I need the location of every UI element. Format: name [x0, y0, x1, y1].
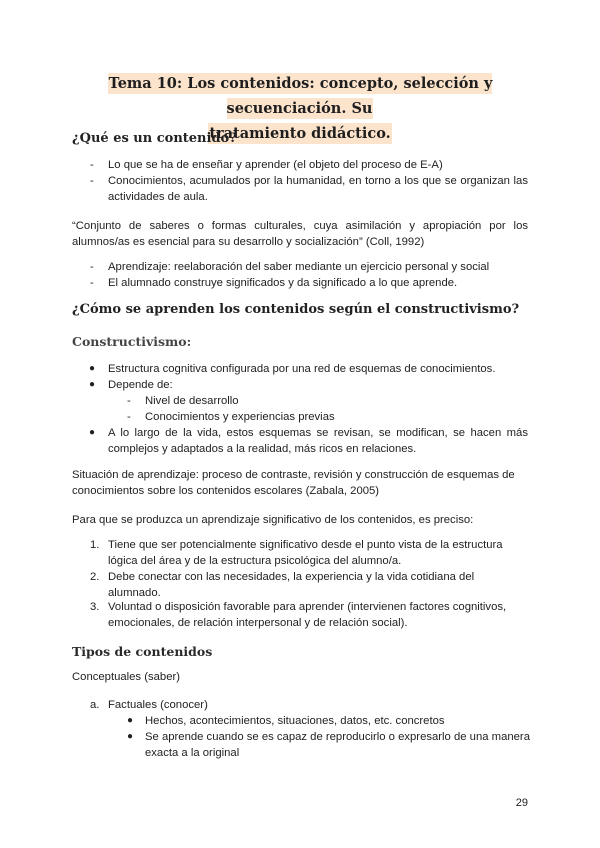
sub-list-item: Se aprende cuando se es capaz de reproducirlo o expresarlo de una manera exacta a la original	[145, 731, 530, 759]
number-marker: 1.	[90, 539, 100, 551]
list-item: Depende de:	[108, 379, 173, 391]
dash-marker: -	[127, 411, 131, 423]
list-item: Estructura cognitiva configurada por una red de esquemas de conocimientos.	[108, 363, 496, 375]
numbered-item: Debe conectar con las necesidades, la experiencia y la vida cotidiana del alumnado.	[108, 571, 475, 599]
list-item: Conocimientos, acumulados por la humanidad, en torno a los que se organizan las actividades de aula.	[108, 175, 528, 203]
dash-marker: -	[127, 395, 131, 407]
factuales-item: Factuales (conocer)	[108, 699, 208, 711]
dash-marker: -	[90, 277, 94, 289]
letter-marker: a.	[90, 699, 100, 711]
bullet-marker: ●	[89, 363, 96, 374]
subheading-constructivismo: Constructivismo:	[72, 334, 192, 349]
heading-como-se-aprenden: ¿Cómo se aprenden los contenidos según el constructivismo?	[72, 302, 520, 317]
bullet-marker: ●	[127, 731, 134, 742]
title-line-2: tratamiento didáctico.	[209, 125, 391, 142]
number-marker: 3.	[90, 601, 100, 613]
number-marker: 2.	[90, 571, 100, 583]
list-item: Aprendizaje: reelaboración del saber mediante un ejercicio personal y social	[108, 261, 490, 273]
sub-list-item: Hechos, acontecimientos, situaciones, datos, etc. concretos	[145, 715, 445, 727]
title-line-1: Tema 10: Los contenidos: concepto, selección y secuenciación. Su	[108, 75, 493, 117]
heading-que-es-contenido: ¿Qué es un contenido?	[72, 131, 237, 146]
page-number: 29	[515, 797, 528, 809]
heading-tipos-contenidos: Tipos de contenidos	[72, 644, 213, 659]
sub-list-item: Nivel de desarrollo	[145, 395, 239, 407]
sub-list-item: Conocimientos y experiencias previas	[145, 411, 335, 423]
list-item: Lo que se ha de enseñar y aprender (el objeto del proceso de E-A)	[108, 159, 443, 171]
dash-marker: -	[90, 159, 94, 171]
para-paragraph: Para que se produzca un aprendizaje significativo de los contenidos, es preciso:	[72, 514, 474, 526]
bullet-marker: ●	[127, 715, 134, 726]
numbered-item: Tiene que ser potencialmente significativo desde el punto vista de la estructura lógica del área y de la estructura psicológica del alumno/a.	[108, 539, 503, 567]
situacion-aprendizaje: Situación de aprendizaje: proceso de contraste, revisión y construcción de esquemas de conocimientos sobre los contenidos escolares (Zabala, 2005)	[72, 469, 515, 497]
bullet-marker: ●	[89, 427, 96, 438]
dash-marker: -	[90, 261, 94, 273]
dash-marker: -	[90, 175, 94, 187]
bullet-marker: ●	[89, 379, 96, 390]
numbered-item: Voluntad o disposición favorable para aprender (intervienen factores cognitivos, emocionales, de relación interpersonal y de relación social).	[108, 601, 507, 629]
conceptuales-label: Conceptuales (saber)	[72, 671, 181, 683]
coll-quote: “Conjunto de saberes o formas culturales, cuya asimilación y apropiación por los alumnos/as es esencial para su desarrollo y socialización” (Coll, 1992)	[72, 220, 528, 248]
list-item: El alumnado construye significados y da significado a lo que aprende.	[108, 277, 458, 289]
list-item: A lo largo de la vida, estos esquemas se revisan, se modifican, se hacen más complejos y adaptados a la realidad, más ricos en relaciones.	[108, 427, 528, 455]
